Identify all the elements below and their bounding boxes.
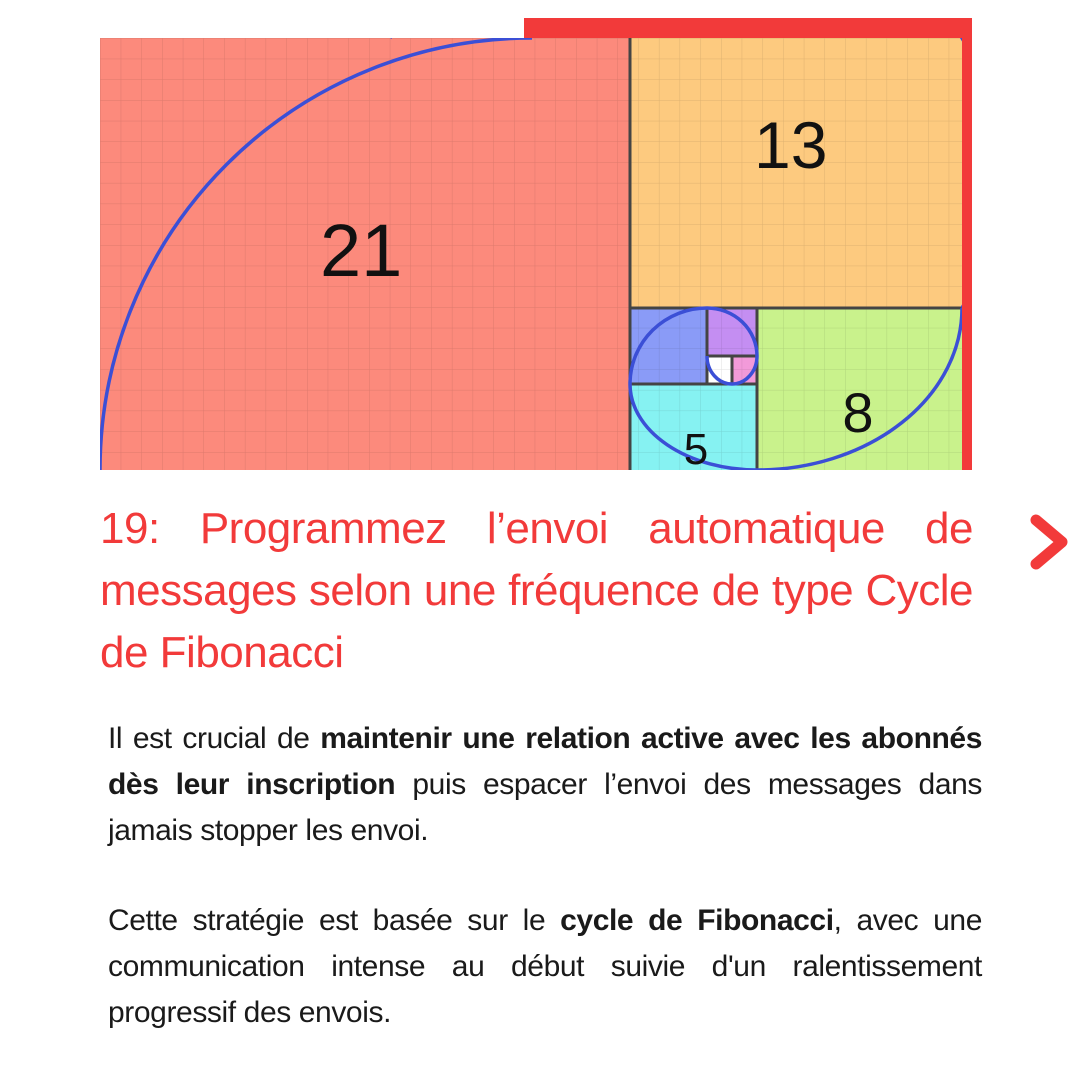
paragraph-strategy (108, 898, 982, 1036)
paragraph-strategy-bold: cycle de Fibonacci (560, 904, 834, 937)
paragraph-strategy-text-2: , avec une communication intense au début suivie d'un ralentissement progressif des envois. (108, 904, 982, 1029)
tile-label-8: 8 (842, 381, 874, 444)
page-title: 19: Programmez l’envoi automatique de messages selon une fréquence de type Cycle de Fibonacci (100, 504, 973, 677)
grid-overlay (100, 38, 962, 470)
paragraph-intro-text-2: puis espacer l’envoi des messages dans jamais stopper les envoi. (108, 768, 982, 847)
paragraph-intro-bold: maintenir une relation active avec les abonnés dès leur inscription (108, 722, 982, 801)
tile-label-21: 21 (320, 209, 403, 292)
fibonacci-spiral-figure (100, 38, 962, 470)
paragraph-strategy-text-1: Cette stratégie est basée sur le (108, 904, 561, 937)
paragraph-intro-text-1: Il est crucial de (108, 722, 321, 755)
tile-label-13: 13 (754, 108, 828, 182)
tile-label-5: 5 (683, 425, 709, 470)
accent-bar-top (524, 18, 972, 39)
fibonacci-spiral-svg (100, 38, 962, 470)
next-button[interactable] (1028, 512, 1072, 572)
paragraph-intro (108, 716, 982, 854)
chevron-right-icon[interactable] (1028, 512, 1072, 572)
